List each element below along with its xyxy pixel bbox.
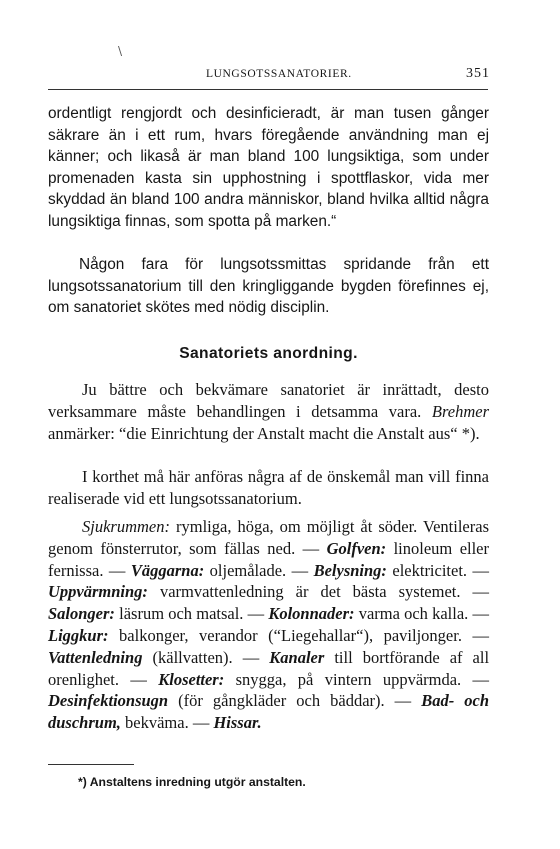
term-vaggarna: Väggarna: [130,560,205,580]
term-klosetter: Klosetter: [158,669,225,689]
running-title: LUNGSOTSSANATORIER. [206,68,352,80]
page-header [48,66,488,88]
desc-klosetter: snygga, på vintern uppvärmda. — [235,669,490,689]
desc-salonger: läsrum och matsal. — [119,604,265,624]
desc-kanaler: till bortförande af all orenlighet. — [48,647,490,689]
stray-mark: \ [118,44,123,58]
term-hissar: Hissar. [213,713,262,733]
term-golfven: Golfven: [326,538,387,558]
paragraph-3-text-2: anmärker: “die Einrichtung der Anstalt macht die Anstalt aus“ *). [48,423,480,443]
desc-vaggarna: oljemålade. — [209,560,309,580]
desc-kolonnader: varma och kalla. — [358,604,489,624]
desc-uppvarmning: varmvattenledning är det bästa systemet. — [159,582,489,602]
term-kanaler: Kanaler [269,647,325,667]
section-heading: Sanatoriets anordning. [179,345,358,362]
paragraph-3-text [48,379,489,444]
footnote-rule [48,764,134,765]
paragraph-2-text: Någon fara för lungsotssmittas spridande från ett lungsotssanatorium till den kringliggande bygden förefinnes ej, om sanatoriet skötes med nödig disciplin. [48,256,489,317]
term-salonger: Salonger: [48,604,115,624]
desc-sjukrummen: rymliga, höga, om möjligt åt söder. Ventileras genom fönsterrutor, som fällas ned. — [48,517,489,558]
paragraph-2 [48,254,489,319]
paragraph-4-text: I korthet må här anföras några af de önskemål man vill finna realiserade vid ett lungsotssanatorium. [48,467,489,508]
paragraph-3-text-1: Ju bättre och bekvämare sanatoriet är inrättadt, desto verksammare måste behandlingen i detsamma vara. [48,380,489,421]
desc-bad-och-duschrum: bekväma. — [125,713,210,733]
term-kolonnader: Kolonnader: [268,604,355,624]
paragraph-5 [48,516,489,734]
desc-vattenledning: (källvatten). — [152,647,260,667]
author-name: Brehmer [431,401,489,421]
desc-belysning: elektricitet. — [392,560,489,580]
desc-golfven: linoleum eller fernissa. — [48,538,489,580]
header-rule [48,89,488,90]
paragraph-4 [48,466,489,510]
footnote: *) Anstaltens inredning utgör anstalten. [78,775,306,789]
desc-liggkur: balkonger, verandor (“Liegehallar“), paviljonger. — [119,625,489,645]
page-number: 351 [466,66,490,81]
feature-list [48,516,489,734]
term-desinfektionsugn: Desinfektionsugn [48,691,169,711]
term-belysning: Belysning: [313,560,387,580]
term-vattenledning: Vattenledning [48,647,143,667]
term-uppvarmning: Uppvärmning: [48,582,148,602]
term-liggkur: Liggkur: [48,625,109,645]
term-sjukrummen: Sjukrummen: [82,517,170,536]
paragraph-1 [48,103,489,233]
term-bad-och-duschrum: Bad- och duschrum, [48,691,490,733]
paragraph-1-text: ordentligt rengjordt och desinficieradt, är man tusen gånger säkrare än i ett rum, hvars föregående användning man ej känner; och likaså är man bland 100 lungsiktiga, som under promenaden kasta sin upphostning i spottflaskor, vida mer skyddad än bland 100 andra människor, bland hvilka alltid några lungsiktiga finnas, som spotta på marken.“ [48,105,489,230]
desc-desinfektionsugn: (för gångkläder och bäddar). — [178,691,412,711]
paragraph-3 [48,379,489,444]
